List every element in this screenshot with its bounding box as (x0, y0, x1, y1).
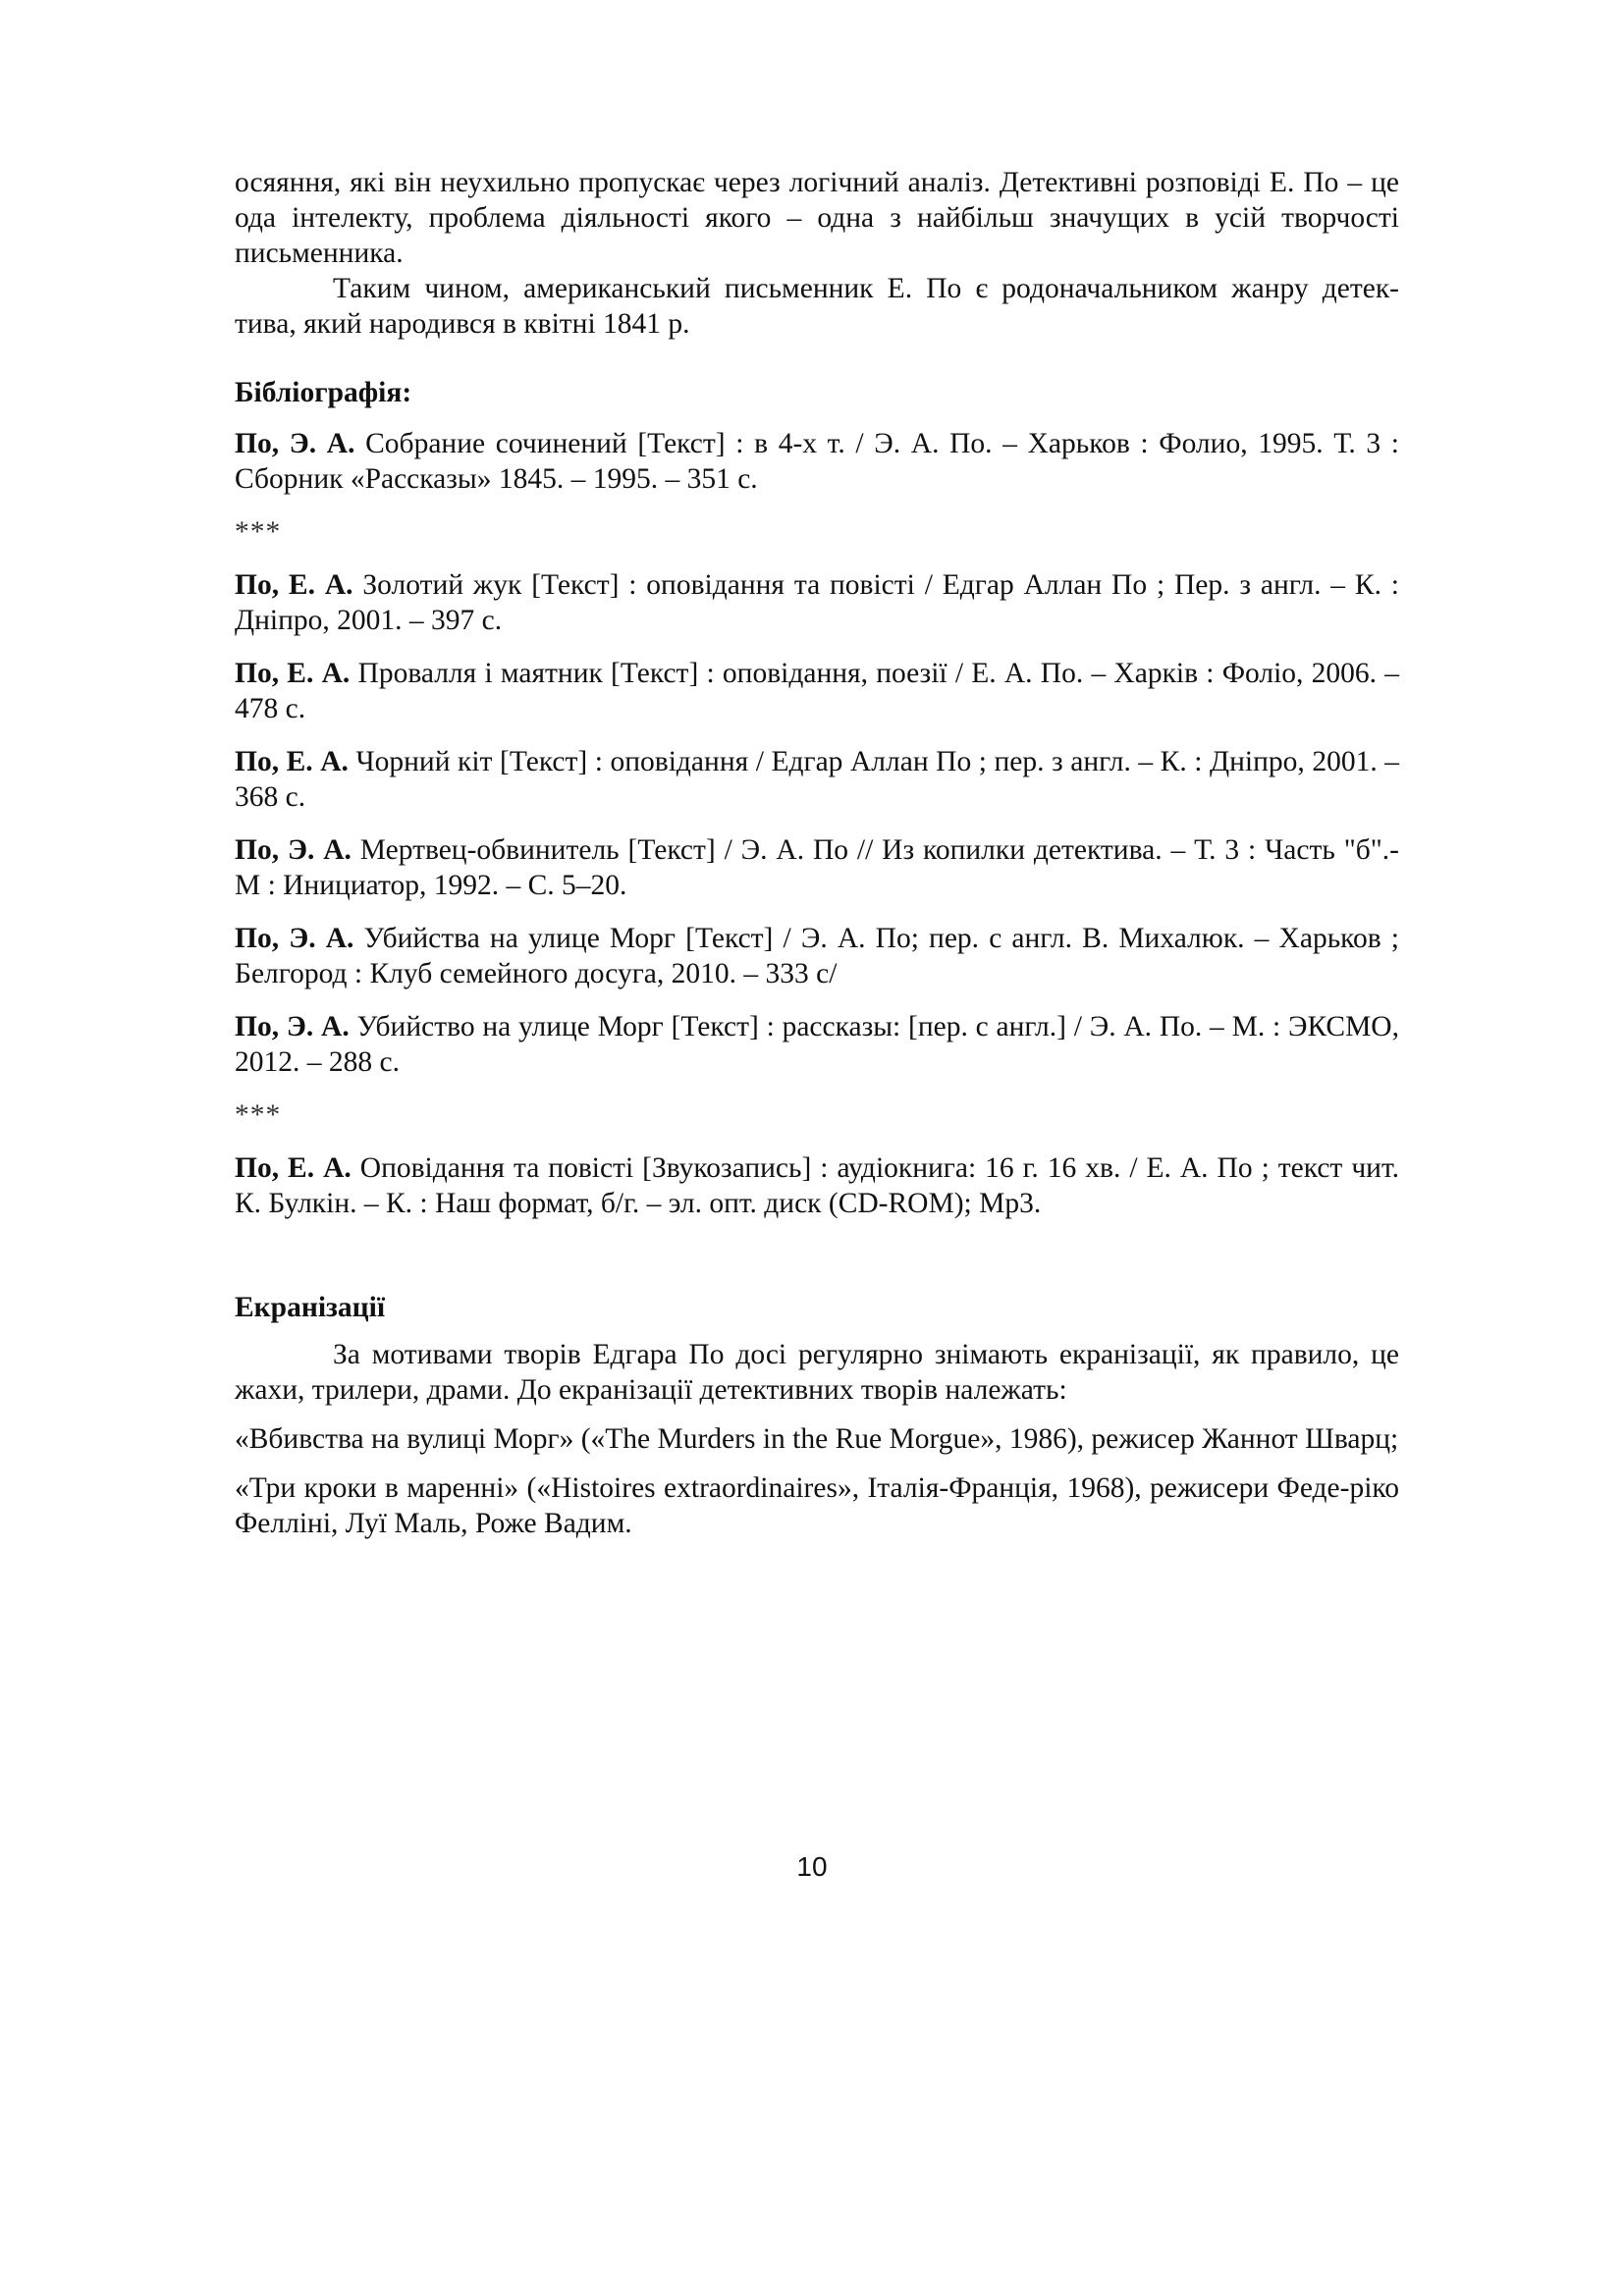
entry-author: По, Е. А. (235, 1152, 352, 1184)
entry-text: Оповідання та повісті [Звукозапись] : аудіокнига: 16 г. 16 хв. / Е. А. По ; текст чит. К. Булкін. – К. : Наш формат, б/г. – эл. опт. диск (CD-ROM); Мр3. (235, 1152, 1399, 1219)
entry-text: Убийства на улице Морг [Текст] / Э. А. По; пер. с англ. В. Михалюк. – Харьков ; Белгород : Клуб семейного досуга, 2010. – 333 с/ (235, 923, 1400, 989)
adaptations-heading: Екранізації (235, 1292, 386, 1323)
entry-author: По, Э. А. (235, 1011, 350, 1042)
document-page (235, 165, 1399, 1555)
entry-text: Чорний кіт [Текст] : оповідання / Едгар Аллан По ; пер. з англ. – К. : Дніпро, 2001. – 368 с. (235, 746, 1399, 813)
section-separator: *** (235, 1099, 282, 1131)
adaptations-intro: За мотивами творів Едгара По досі регулярно знімають екранізації, як правило, це жахи, трилери, драми. До екранізації детективних творів належать: (235, 1339, 1399, 1406)
bibliography-entry (235, 426, 1399, 497)
bibliography-entry (235, 1009, 1399, 1080)
bibliography-entry (235, 921, 1399, 991)
entry-author: По, Е. А. (235, 569, 353, 601)
bibliography-entry (235, 744, 1399, 815)
conclusion-paragraph: Таким чином, американський письменник Е. По є родоначальником жанру детек-тива, який народився в квітні 1841 р. (235, 273, 1399, 340)
bibliography-heading: Бібліографія: (235, 377, 412, 408)
adaptation-item: «Три кроки в маренні» («Histoires extraordinaires», Італія-Франція, 1968), режисери Феде-ріко Фелліні, Луї Маль, Роже Вадим. (235, 1472, 1399, 1539)
section-separator: *** (235, 516, 282, 548)
bibliography-entry (235, 567, 1399, 638)
entry-author: По, Э. А. (235, 834, 352, 866)
intro-paragraph: осяяння, які він неухильно пропускає через логічний аналіз. Детективні розповіді Е. По – це ода інтелекту, проблема діяльності якого – одна з найбільш значущих в усій творчості письменника. (235, 167, 1399, 269)
entry-text: Мертвец-обвинитель [Текст] / Э. А. По // Из копилки детектива. – Т. 3 : Часть "б".- М : Инициатор, 1992. – С. 5–20. (235, 834, 1399, 901)
entry-author: По, Э. А. (235, 923, 354, 954)
entry-author: По, Е. А. (235, 746, 349, 777)
adaptation-item: «Вбивства на вулиці Морг» («The Murders in the Rue Morgue», 1986), режисер Жаннот Шварц; (235, 1423, 1399, 1455)
entry-text: Собрание сочинений [Текст] : в 4-х т. / Э. А. По. – Харьков : Фолио, 1995. Т. 3 : Сборник «Рассказы» 1845. – 1995. – 351 с. (235, 428, 1399, 495)
entry-author: По, Е. А. (235, 658, 351, 689)
entry-text: Золотий жук [Текст] : оповідання та повісті / Едгар Аллан По ; Пер. з англ. – К. : Дніпро, 2001. – 397 с. (235, 569, 1399, 636)
entry-text: Провалля і маятник [Текст] : оповідання, поезії / Е. А. По. – Харків : Фоліо, 2006. – 478 с. (235, 658, 1399, 724)
entry-text: Убийство на улице Морг [Текст] : рассказы: [пер. с англ.] / Э. А. По. – М. : ЭКСМО, 2012. – 288 с. (235, 1011, 1399, 1078)
page-number: 10 (796, 1851, 828, 1882)
bibliography-entry (235, 656, 1399, 726)
bibliography-entry (235, 1150, 1399, 1221)
bibliography-entry (235, 832, 1399, 903)
entry-author: По, Э. А. (235, 428, 355, 459)
